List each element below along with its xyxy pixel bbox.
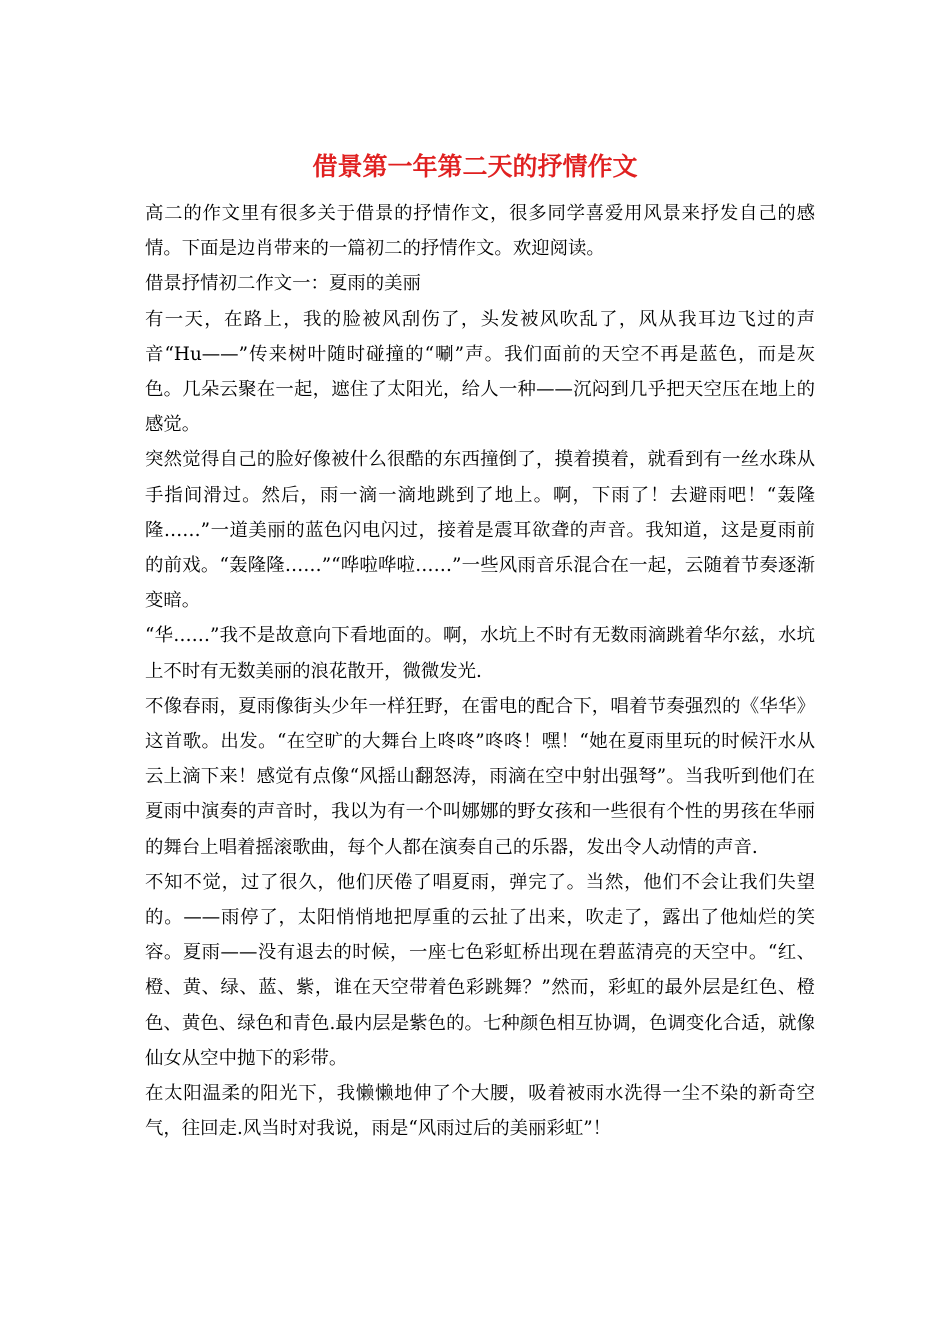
document-title: 借景第一年第二天的抒情作文 [312, 152, 638, 181]
document-body [145, 196, 815, 1146]
paragraph-summer-rain: 不像春雨，夏雨像街头少年一样狂野，在雷电的配合下，唱着节奏强烈的《华华》这首歌。出发。“在空旷的大舞台上咚咚”咚咚！嘿！“她在夏雨里玩的时候汗水从云上滴下来！感觉有点像“风摇山翻怒涛，雨滴在空中射出强弩”。当我听到他们在夏雨中演奏的声音时，我以为有一个叫娜娜的野女孩和一些很有个性的男孩在华丽的舞台上唱着摇滚歌曲，每个人都在演奏自己的乐器，发出令人动情的声音. [145, 695, 815, 858]
paragraph-rainbow: 不知不觉，过了很久，他们厌倦了唱夏雨，弹完了。当然，他们不会让我们失望的。——雨停了，太阳悄悄地把厚重的云扯了出来，吹走了，露出了他灿烂的笑容。夏雨——没有退去的时候，一座七色彩虹桥出现在碧蓝清亮的天空中。“红、橙、黄、绿、蓝、紫，谁在天空带着色彩跳舞？”然而，彩虹的最外层是红色、橙色、黄色、绿色和青色.最内层是紫色的。七种颜色相互协调，色调变化合适，就像仙女从空中抛下的彩带。 [145, 871, 815, 1069]
paragraph-puddle: “华……”我不是故意向下看地面的。啊，水坑上不时有无数雨滴跳着华尔兹，水坑上不时有无数美丽的浪花散开，微微发光. [145, 625, 815, 682]
paragraph-closing: 在太阳温柔的阳光下，我懒懒地伸了个大腰，吸着被雨水洗得一尘不染的新奇空气，往回走.风当时对我说，雨是“风雨过后的美丽彩虹”！ [145, 1083, 815, 1140]
paragraph-subtitle: 借景抒情初二作文一：夏雨的美丽 [145, 273, 421, 295]
paragraph-rain-begins: 突然觉得自己的脸好像被什么很酷的东西撞倒了，摸着摸着，就看到有一丝水珠从手指间滑过。然后，雨一滴一滴地跳到了地上。啊，下雨了！去避雨吧！“轰隆隆……”一道美丽的蓝色闪电闪过，接着是震耳欲聋的声音。我知道，这是夏雨前的前戏。“轰隆隆……”“哗啦哗啦……”一些风雨音乐混合在一起，云随着节奏逐渐变暗。 [145, 449, 815, 612]
paragraph-intro: 高二的作文里有很多关于借景的抒情作文，很多同学喜爱用风景来抒发自己的感情。下面是边肖带来的一篇初二的抒情作文。欢迎阅读。 [145, 203, 815, 260]
paragraph-wind: 有一天，在路上，我的脸被风刮伤了，头发被风吹乱了，风从我耳边飞过的声音“Hu——”传来树叶随时碰撞的“唰”声。我们面前的天空不再是蓝色，而是灰色。几朵云聚在一起，遮住了太阳光，给人一种——沉闷到几乎把天空压在地上的感觉。 [145, 308, 815, 436]
